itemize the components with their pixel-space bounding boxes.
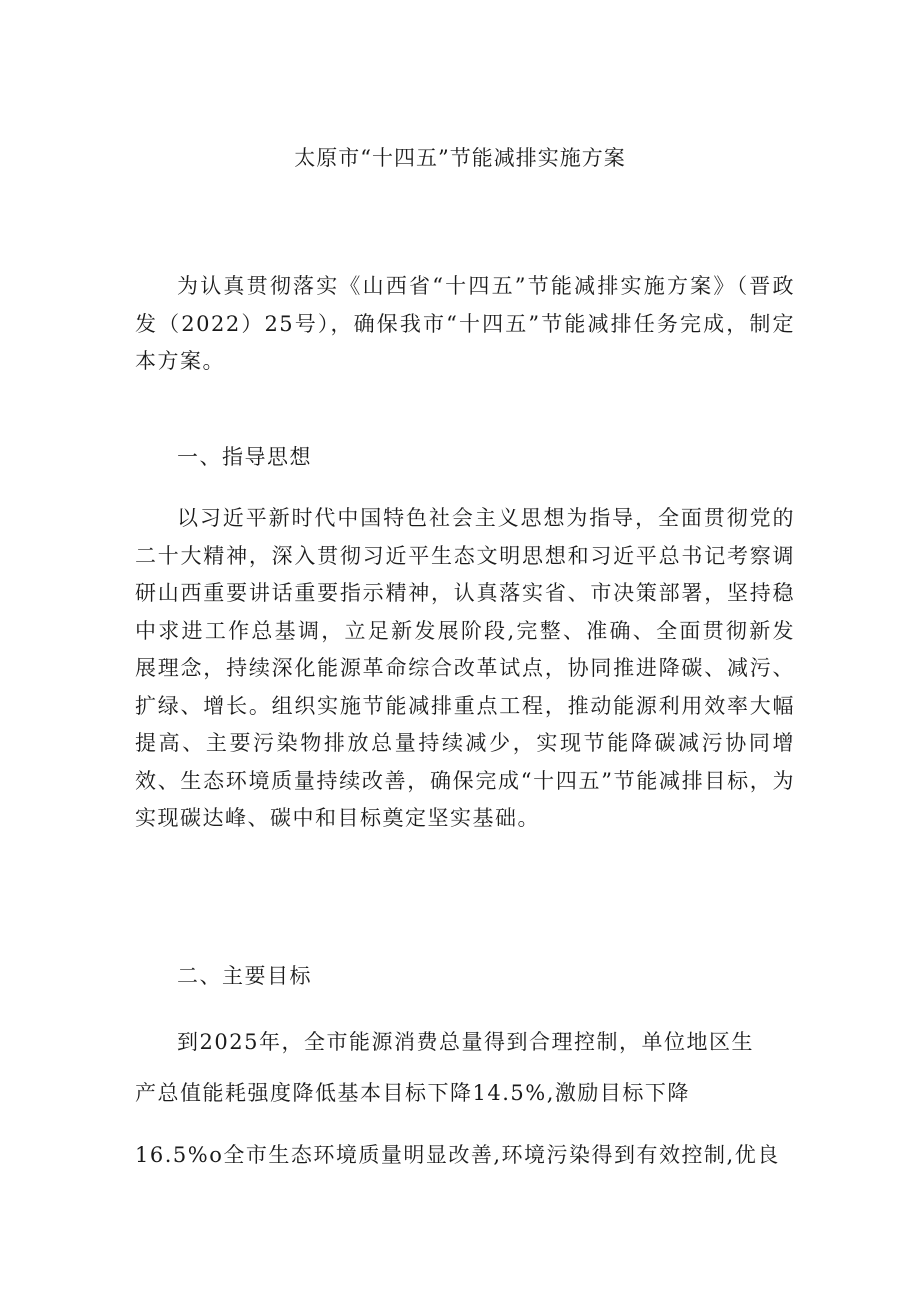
section-heading-guiding-thought: 一、指导思想 — [177, 445, 312, 469]
main-goals-line-3: 16.5%o全市生态环境质量明显改善,环境污染得到有效控制,优良 — [135, 1143, 780, 1167]
document-title: 太原市“十四五”节能减排实施方案 — [294, 146, 626, 170]
main-goals-line-2: 产总值能耗强度降低基本目标下降14.5%,激励目标下降 — [135, 1081, 690, 1105]
guiding-thought-paragraph: 以习近平新时代中国特色社会主义思想为指导，全面贯彻党的二十大精神，深入贯彻习近平生态文明思想和习近平总书记考察调研山西重要讲话重要指示精神，认真落实省、市决策部署，坚持稳中求进工作总基调，立足新发展阶段,完整、准确、全面贯彻新发展理念，持续深化能源革命综合改革试点，协同推进降碳、减污、扩绿、增长。组织实施节能减排重点工程，推动能源利用效率大幅提高、主要污染物排放总量持续减少，实现节能降碳减污协同增效、生态环境质量持续改善，确保完成“十四五”节能减排目标，为实现碳达峰、碳中和目标奠定坚实基础。 — [135, 506, 795, 830]
intro-paragraph: 为认真贯彻落实《山西省“十四五”节能减排实施方案》（晋政发（2022）25号），确保我市“十四五”节能减排任务完成，制定本方案。 — [135, 274, 795, 373]
section-heading-main-goals: 二、主要目标 — [177, 964, 312, 988]
main-goals-line-1: 到2025年，全市能源消费总量得到合理控制，单位地区生 — [177, 1030, 754, 1054]
